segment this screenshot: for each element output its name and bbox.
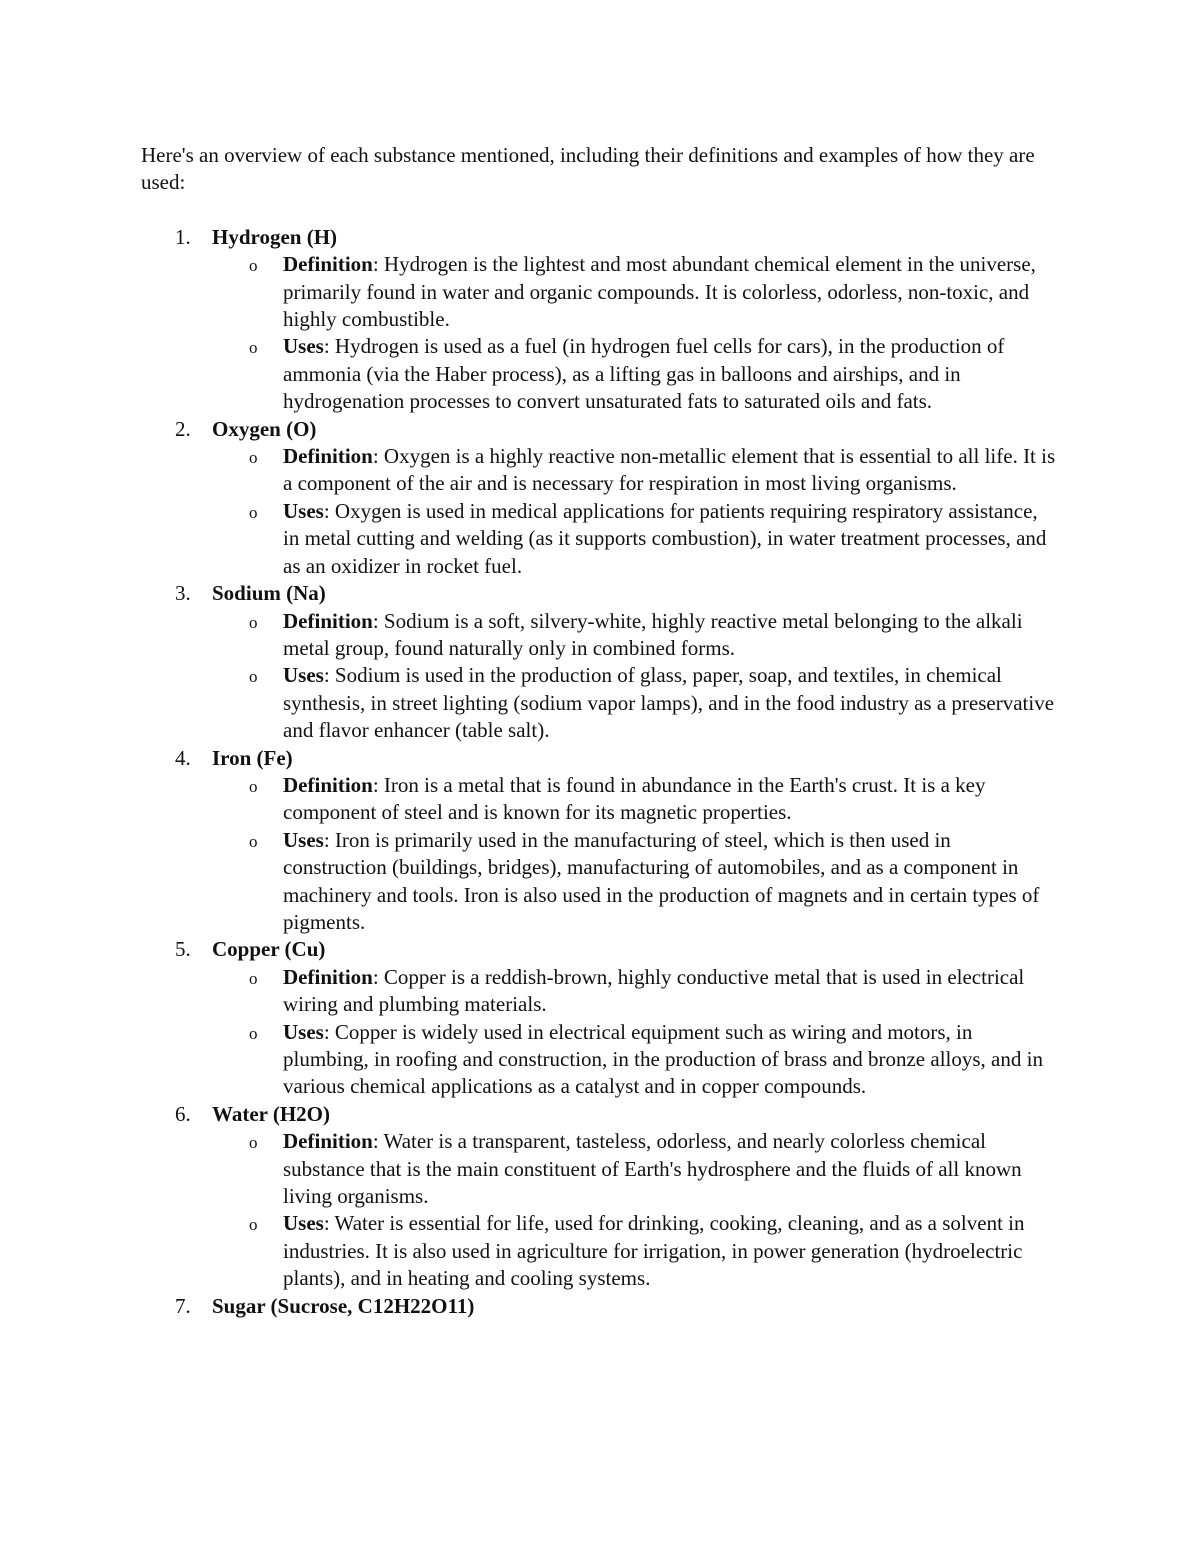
detail-item — [212, 1019, 1059, 1101]
bullet-icon: o — [249, 1023, 258, 1043]
list-number: 6. — [175, 1101, 191, 1126]
substance-item — [141, 580, 1061, 744]
substance-name: Iron (Fe) — [212, 745, 293, 770]
list-number: 5. — [175, 937, 191, 962]
detail-item — [212, 498, 1059, 580]
detail-list — [212, 964, 1061, 1101]
detail-term: Uses — [283, 1019, 324, 1044]
substance-item — [141, 1293, 1061, 1320]
list-number: 7. — [175, 1293, 191, 1318]
detail-term: Definition — [283, 1129, 373, 1154]
detail-item — [212, 1128, 1059, 1210]
detail-list — [212, 608, 1061, 745]
detail-item — [212, 827, 1059, 937]
bullet-icon: o — [249, 502, 258, 522]
detail-text: : Sodium is a soft, silvery-white, highly reactive metal belonging to the alkali metal group, found naturally only in combined forms. — [283, 608, 1023, 660]
detail-term: Uses — [283, 827, 324, 852]
detail-list — [212, 251, 1061, 415]
detail-item — [212, 333, 1059, 415]
substance-item — [141, 416, 1061, 580]
list-number: 4. — [175, 745, 191, 770]
substance-name: Copper (Cu) — [212, 937, 326, 962]
detail-term: Definition — [283, 772, 373, 797]
detail-item — [212, 772, 1059, 827]
detail-text: : Copper is a reddish-brown, highly conductive metal that is used in electrical wiring and plumbing materials. — [283, 964, 1025, 1017]
detail-item — [212, 1210, 1059, 1292]
detail-text: : Copper is widely used in electrical equipment such as wiring and motors, in plumbing, in roofing and construction, in the production of brass and bronze alloys, and in various chemical applications as a catalyst and in copper compounds. — [283, 1019, 1043, 1099]
bullet-icon: o — [249, 256, 258, 276]
substance-item — [141, 936, 1061, 1100]
list-number: 1. — [175, 224, 191, 249]
substance-item — [141, 1101, 1061, 1293]
document-body — [141, 142, 1061, 1320]
detail-item — [212, 251, 1059, 333]
detail-text: : Iron is primarily used in the manufacturing of steel, which is then used in construction (buildings, bridges), manufacturing of automobiles, and as a component in machinery and tools. Iron is also used in the production of magnets and in certain types of pigments. — [283, 827, 1040, 934]
bullet-icon: o — [249, 612, 258, 632]
substance-item — [141, 745, 1061, 937]
bullet-icon: o — [249, 1133, 258, 1153]
detail-term: Uses — [283, 498, 324, 523]
detail-term: Definition — [283, 444, 373, 469]
detail-text: : Water is a transparent, tasteless, odorless, and nearly colorless chemical substance that is the main constituent of Earth's hydrosphere and the fluids of all known living organisms. — [283, 1129, 1022, 1209]
bullet-icon: o — [249, 831, 258, 851]
substance-name: Sodium (Na) — [212, 581, 326, 606]
substance-name: Sugar (Sucrose, C12H22O11) — [212, 1293, 475, 1318]
bullet-icon: o — [249, 776, 258, 796]
bullet-icon: o — [249, 338, 258, 358]
detail-list — [212, 443, 1061, 580]
detail-text: : Iron is a metal that is found in abundance in the Earth's crust. It is a key component of steel and is known for its magnetic properties. — [283, 772, 986, 825]
detail-item — [212, 443, 1059, 498]
bullet-icon: o — [249, 448, 258, 468]
substance-name: Hydrogen (H) — [212, 224, 338, 249]
detail-text: : Hydrogen is the lightest and most abundant chemical element in the universe, primarily found in water and organic compounds. It is colorless, odorless, non-toxic, and highly combustible. — [283, 252, 1036, 332]
detail-term: Definition — [283, 608, 373, 633]
detail-term: Uses — [283, 334, 324, 359]
detail-list — [212, 1128, 1061, 1292]
substance-item — [141, 224, 1061, 416]
detail-list — [212, 772, 1061, 936]
detail-term: Uses — [283, 1211, 324, 1236]
detail-item — [212, 964, 1059, 1019]
bullet-icon: o — [249, 1215, 258, 1235]
detail-term: Definition — [283, 252, 373, 277]
intro-paragraph: Here's an overview of each substance mentioned, including their definitions and examples of how they are used: — [141, 143, 1035, 195]
substance-name: Water (H2O) — [212, 1101, 331, 1126]
detail-item — [212, 662, 1059, 744]
list-number: 2. — [175, 416, 191, 441]
detail-text: : Oxygen is used in medical applications for patients requiring respiratory assistance, in metal cutting and welding (as it supports combustion), in water treatment processes, and as an oxidizer in rocket fuel. — [283, 498, 1047, 578]
list-number: 3. — [175, 581, 191, 606]
detail-text: : Hydrogen is used as a fuel (in hydrogen fuel cells for cars), in the production of ammonia (via the Haber process), as a lifting gas in balloons and airships, and in hydrogenation processes to convert unsaturated fats to saturated oils and fats. — [283, 334, 1005, 414]
detail-text: : Sodium is used in the production of glass, paper, soap, and textiles, in chemical synthesis, in street lighting (sodium vapor lamps), and in the food industry as a preservative and flavor enhancer (table salt). — [283, 663, 1055, 743]
detail-term: Uses — [283, 663, 324, 688]
substance-name: Oxygen (O) — [212, 416, 317, 441]
detail-text: : Water is essential for life, used for drinking, cooking, cleaning, and as a solvent in industries. It is also used in agriculture for irrigation, in power generation (hydroelectric plants), and in heating and cooling systems. — [283, 1211, 1025, 1291]
detail-text: : Oxygen is a highly reactive non-metallic element that is essential to all life. It is a component of the air and is necessary for respiration in most living organisms. — [283, 444, 1056, 496]
bullet-icon: o — [249, 667, 258, 687]
substance-list — [141, 224, 1061, 1320]
bullet-icon: o — [249, 968, 258, 988]
detail-item — [212, 608, 1059, 663]
detail-term: Definition — [283, 964, 373, 989]
